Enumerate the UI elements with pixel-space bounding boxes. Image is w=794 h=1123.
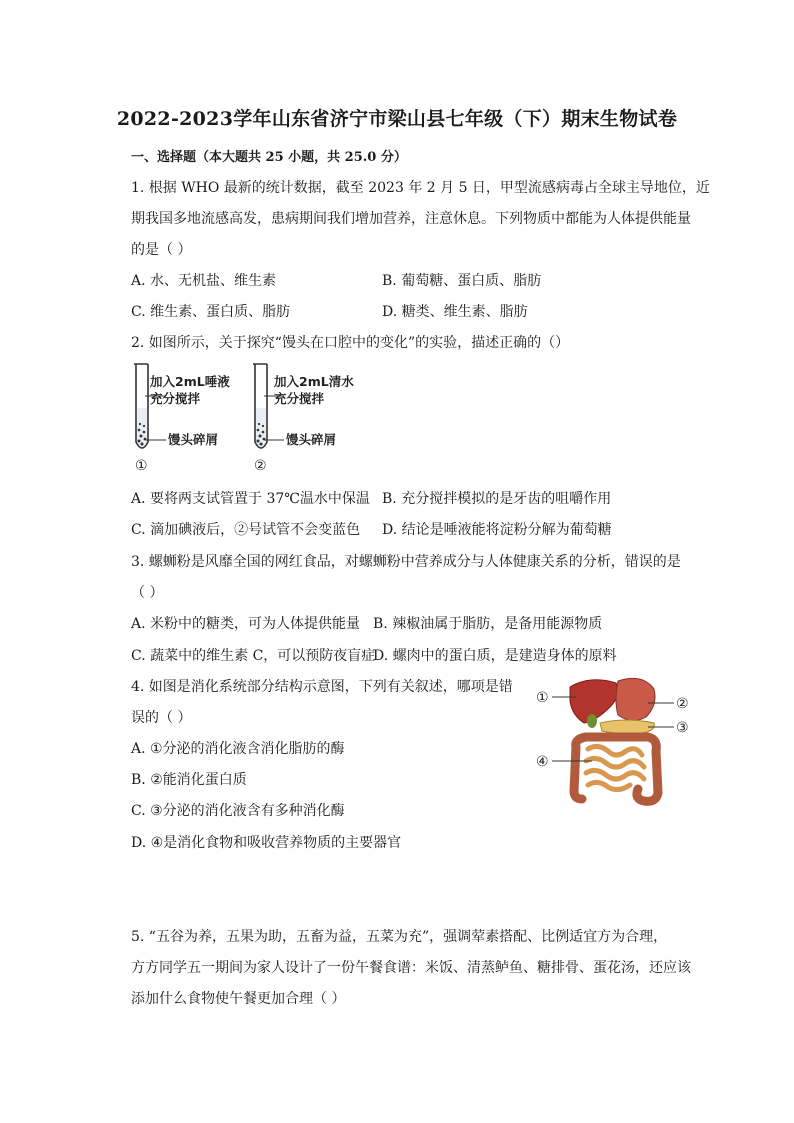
q4-option-a: A. ①分泌的消化液含消化脂肪的酶 <box>131 741 345 757</box>
tube-1-label-bread: 馒头碎屑 <box>168 432 219 447</box>
marker-4: ④ <box>536 754 549 770</box>
q2-option-c: C. 滴加碘液后，②号试管不会变蓝色 <box>131 522 361 538</box>
q1-stem-line-2: 期我国多地流感高发，患病期间我们增加营养，注意休息。下列物质中都能为人体提供能量 <box>131 211 691 227</box>
marker-3: ③ <box>676 720 689 736</box>
tube-2-label-water: 加入2mL清水 <box>274 374 354 389</box>
q2-stem-line-1: 2. 如图所示，关于探究“馒头在口腔中的变化”的实验，描述正确的（） <box>131 335 570 351</box>
q4-stem-line-2: 误的（ ） <box>131 710 192 726</box>
test-tube-1 <box>134 364 230 474</box>
tube-2-label-stir: 充分搅拌 <box>274 391 325 406</box>
q3-stem-line-1: 3. 螺蛳粉是风靡全国的网红食品，对螺蛳粉中营养成分与人体健康关系的分析，错误的是 <box>131 554 681 570</box>
stomach-shape <box>616 678 655 720</box>
q4-stem-line-1: 4. 如图是消化系统部分结构示意图，下列有关叙述，哪项是错 <box>131 679 513 695</box>
q1-stem-line-1: 1. 根据 WHO 最新的统计数据，截至 2023 年 2 月 5 日，甲型流感病毒占全球主导地位，近 <box>131 180 710 196</box>
q1-stem-line-3: 的是（ ） <box>131 242 192 258</box>
section-heading: 一、选择题（本大题共 25 小题，共 25.0 分） <box>131 150 407 165</box>
gallbladder-shape <box>587 714 597 728</box>
test-tube-figure <box>126 358 366 476</box>
q5-stem-line-1: 5. “五谷为养，五果为助，五畜为益，五菜为充”，强调荤素搭配、比例适宜方为合理， <box>131 929 668 945</box>
q1-option-b: B. 葡萄糖、蛋白质、脂肪 <box>382 273 542 289</box>
q1-option-c: C. 维生素、蛋白质、脂肪 <box>131 304 291 320</box>
tube-2-label-bread: 馒头碎屑 <box>286 432 337 447</box>
q4-option-d: D. ④是消化食物和吸收营养物质的主要器官 <box>131 835 402 851</box>
tube-1-label-saliva: 加入2mL唾液 <box>150 374 230 389</box>
q5-stem-line-3: 添加什么食物使午餐更加合理（ ） <box>131 991 346 1007</box>
q3-option-c: C. 蔬菜中的维生素 C，可以预防夜盲症 <box>131 648 376 664</box>
tube-1-label-stir: 充分搅拌 <box>150 391 201 406</box>
tube-1-number: ① <box>135 458 148 474</box>
pancreas-shape <box>600 720 654 734</box>
q2-option-a: A. 要将两支试管置于 37℃温水中保温 <box>131 491 370 507</box>
q4-option-c: C. ③分泌的消化液含有多种消化酶 <box>131 803 345 819</box>
q5-stem-line-2: 方方同学五一期间为家人设计了一份午餐食谱：米饭、清蒸鲈鱼、糖排骨、蛋花汤，还应该 <box>131 960 691 976</box>
exam-title: 2022-2023学年山东省济宁市梁山县七年级（下）期末生物试卷 <box>116 108 678 130</box>
q3-stem-line-2: （ ） <box>131 585 164 601</box>
q4-option-b: B. ②能消化蛋白质 <box>131 772 247 788</box>
q1-option-a: A. 水、无机盐、维生素 <box>131 273 277 289</box>
marker-2: ② <box>676 696 689 712</box>
q2-option-b: B. 充分搅拌模拟的是牙齿的咀嚼作用 <box>382 491 612 507</box>
test-tube-2 <box>253 364 354 474</box>
q2-option-d: D. 结论是唾液能将淀粉分解为葡萄糖 <box>382 522 612 538</box>
q3-option-d: D. 螺肉中的蛋白质，是建造身体的原料 <box>373 648 617 664</box>
q3-option-b: B. 辣椒油属于脂肪，是备用能源物质 <box>373 616 603 632</box>
tube-2-number: ② <box>254 458 267 474</box>
q1-option-d: D. 糖类、维生素、脂肪 <box>382 304 528 320</box>
marker-1: ① <box>536 690 549 706</box>
q3-option-a: A. 米粉中的糖类，可为人体提供能量 <box>131 616 361 632</box>
digestive-system-figure <box>530 665 700 815</box>
small-intestine-shape <box>586 746 644 789</box>
